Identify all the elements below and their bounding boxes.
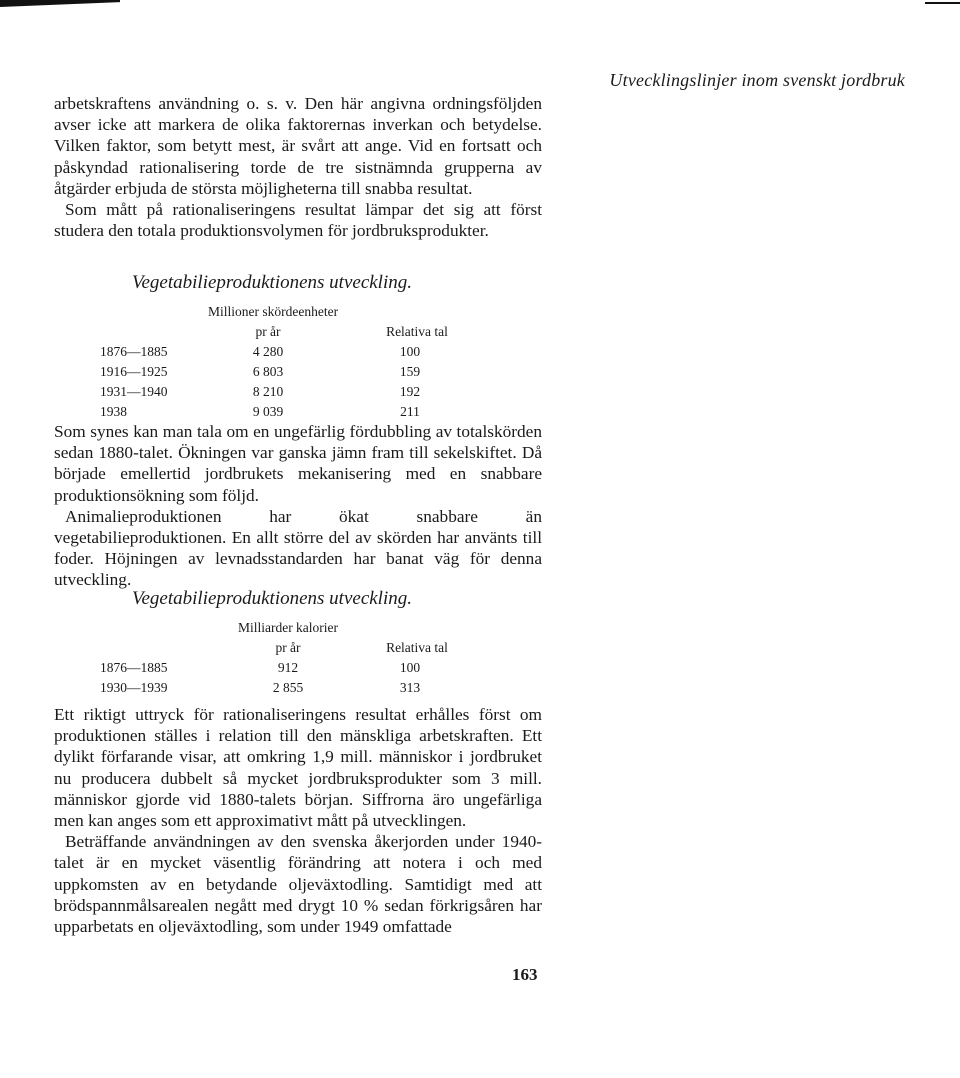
cell-value: 6 803 [252,364,284,379]
paragraph: Som synes kan man tala om en ungefärlig fördubbling av totalskörden sedan 1880-talet. Ökningen var ganska jämn fram till sekelskiftet. Då började emellertid jordbrukets mekanisering med en snabbare produktionsökning som följd. [54,422,542,505]
running-header: Utvecklingslinjer inom svenskt jordbruk [609,70,905,90]
cell-relative: 313 [399,680,421,695]
table2-heading: Vegetabilieproduktionens utveckling. [132,588,412,609]
page-number: 163 [512,965,538,984]
cell-value: 4 280 [252,344,284,359]
cell-relative: 100 [399,344,421,359]
cell-relative: 211 [400,404,420,419]
cell-period: 1876—1885 [100,344,168,359]
col-header-value-line2: pr år [255,324,281,339]
col-header-value-line1: Millioner skördeenheter [208,304,339,319]
table1-heading: Vegetabilieproduktionens utveckling. [132,272,412,293]
cell-period: 1931—1940 [100,384,168,399]
cell-period: 1938 [100,404,127,419]
body-text-middle [54,421,542,591]
paragraph: Ett riktigt uttryck för rationaliseringens resultat erhålles först om produktionen ställes i relation till den mänskliga arbetskraften. Ett dylikt förfarande visar, att omkring 1,9 mill. människor i jordbruket nu producera dubbelt så mycket jordbruksprodukter som 3 mill. människor gjorde vid 1880-talets början. Siffrorna äro ungefärliga men kan anges som ett approximativt mått på utvecklingen. [54,705,542,831]
cell-period: 1876—1885 [100,660,168,675]
paragraph: arbetskraftens användning o. s. v. Den här angivna ordningsföljden avser icke att markera de olika faktorernas inverkan och betydelse. Vilken faktor, som betytt mest, är svårt att ange. Vid en fortsatt och påskyndad rationalisering torde de tre sistnämnda grupperna av åtgärder erbjuda de största möjligheterna till snabba resultat. [54,94,542,198]
scan-artifact-top-right [925,2,960,4]
paragraph: Animalieproduktionen har ökat snabbare än vegetabilieproduktionen. En allt större del av skörden har använts till foder. Höjningen av levnadsstandarden har banat väg för denna utveckling. [54,506,542,590]
cell-period: 1930—1939 [100,680,168,695]
col-header-value-line2: pr år [275,640,301,655]
cell-relative: 100 [399,660,421,675]
col-header-value-line1: Milliarder kalorier [237,620,339,635]
paragraph: Beträffande användningen av den svenska åkerjorden under 1940-talet är en mycket väsentlig förändring att notera i och med uppkomsten av en betydande oljeväxtodling. Samtidigt med att brödspannmålsarealen negått med drygt 10 % sedan förkrigsåren har upparbetats en oljeväxtodling, som under 1949 omfattade [54,832,542,937]
cell-value: 9 039 [252,404,284,419]
col-header-relative: Relativa tal [386,640,448,655]
col-header-relative: Relativa tal [386,324,448,339]
scan-artifact-top-left [0,0,120,7]
cell-value: 2 855 [272,680,304,695]
cell-value: 8 210 [252,384,284,399]
paragraph: Som mått på rationaliseringens resultat lämpar det sig att först studera den totala produktionsvolymen för jordbruksprodukter. [54,200,542,241]
cell-value: 912 [277,660,299,675]
body-text-bottom [54,704,542,937]
cell-relative: 159 [399,364,421,379]
body-text-top [54,93,542,241]
cell-period: 1916—1925 [100,364,168,379]
cell-relative: 192 [399,384,421,399]
